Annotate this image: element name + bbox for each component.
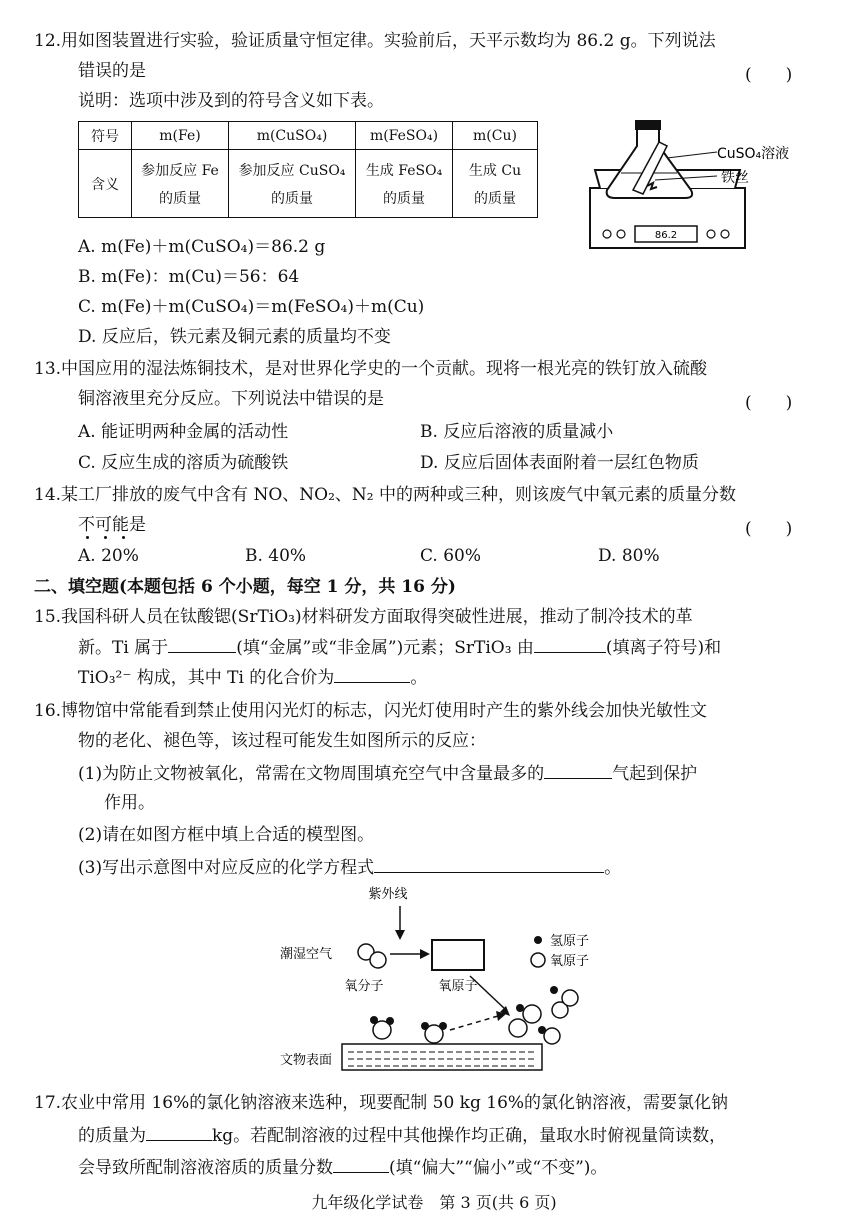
hydrogen-atom [439, 1022, 447, 1030]
balance-apparatus-figure [585, 118, 830, 263]
reaction-diagram [270, 880, 610, 1080]
dashed-arrow [450, 1016, 498, 1030]
q14-answer-paren: ( ) [745, 519, 793, 539]
q12-option-d: D. 反应后，铁元素及铜元素的质量均不变 [78, 327, 391, 347]
q17-stem-line1: 17.农业中常用 16%的氯化钠溶液来选种，现要配制 50 kg 16%的氯化钠溶液，需要氯化钠 [34, 1093, 729, 1113]
q14-stem-line2: 不可能是 [78, 515, 146, 535]
table-cell: 含义 [79, 150, 132, 218]
label-cuso4-solution: CuSO₄溶液 [717, 146, 790, 162]
q14-option-b: B. 40% [245, 546, 307, 566]
symbol-table [78, 121, 538, 218]
table-cell: 生成 Cu 的质量 [453, 150, 538, 218]
table-cell: 参加反应 Fe 的质量 [132, 150, 229, 218]
legend-oxygen-label: 氧原子 [550, 954, 590, 969]
q12-stem-line1: 12.用如图装置进行实验，验证质量守恒定律。实验前后，天平示数均为 86.2 g。下列说法 [34, 31, 716, 51]
q12-option-a: A. m(Fe)＋m(CuSO₄)＝86.2 g [78, 237, 326, 257]
oxygen-atom [370, 952, 386, 968]
q12-stem-line2: 错误的是 [78, 61, 146, 81]
q14-stem-line1: 14.某工厂排放的废气中含有 NO、NO₂、N₂ 中的两种或三种，则该废气中氧元素的质量分数 [34, 485, 736, 505]
section-fill-in-title: 二、填空题(本题包括 6 个小题，每空 1 分，共 16 分) [34, 577, 456, 597]
legend-hydrogen-label: 氢原子 [550, 934, 590, 949]
hydrogen-atom [550, 986, 558, 994]
q13-option-b: B. 反应后溶液的质量减小 [420, 422, 614, 442]
page-footer: 九年级化学试卷 第 3 页(共 6 页) [311, 1193, 557, 1212]
q16-sub2: (2)请在如图方框中填上合适的模型图。 [78, 825, 375, 845]
flask-stopper [635, 120, 661, 130]
q12-note: 说明：选项中涉及到的符号含义如下表。 [78, 91, 384, 111]
q14-option-c: C. 60% [420, 546, 481, 566]
legend-oxygen-icon [531, 953, 545, 967]
answer-blank [374, 856, 604, 873]
q15-stem-line1: 15.我国科研人员在钛酸锶(SrTiO₃)材料研发方面取得突破性进展，推动了制冷技术的革 [34, 607, 693, 627]
answer-blank [333, 1156, 389, 1173]
q16-sub3: (3)写出示意图中对应反应的化学方程式 。 [78, 858, 622, 878]
oxygen-atom [544, 1028, 560, 1044]
answer-blank [534, 636, 606, 653]
q16-stem-line1: 16.博物馆中常能看到禁止使用闪光灯的标志，闪光灯使用时产生的紫外线会加快光敏性文 [34, 701, 708, 721]
table-cell: m(Cu) [453, 122, 538, 150]
table-cell: 生成 FeSO₄ 的质量 [356, 150, 453, 218]
q13-option-a: A. 能证明两种金属的活动性 [78, 422, 289, 442]
q14-option-d: D. 80% [598, 546, 660, 566]
table-cell: m(Fe) [132, 122, 229, 150]
q13-answer-paren: ( ) [745, 393, 793, 413]
q13-option-c: C. 反应生成的溶质为硫酸铁 [78, 453, 289, 473]
oxygen-atom [562, 990, 578, 1006]
q14-option-a: A. 20% [78, 546, 139, 566]
q13-stem-line1: 13.中国应用的湿法炼铜技术，是对世界化学史的一个贡献。现将一根光亮的铁钉放入硫酸 [34, 359, 708, 379]
hydrogen-atom [421, 1022, 429, 1030]
label-uv: 紫外线 [368, 887, 408, 902]
q17-stem-line2: 的质量为 kg。若配制溶液的过程中其他操作均正确，量取水时俯视量筒读数， [78, 1126, 727, 1146]
q16-stem-line2: 物的老化、褪色等，该过程可能发生如图所示的反应： [78, 731, 486, 751]
answer-blank [544, 762, 612, 779]
q12-option-c: C. m(Fe)＋m(CuSO₄)＝m(FeSO₄)＋m(Cu) [78, 297, 425, 317]
hydrogen-atom [516, 1004, 524, 1012]
q15-stem-line2: 新。Ti 属于 (填“金属”或“非金属”)元素；SrTiO₃ 由 (填离子符号)和 [78, 638, 722, 658]
scale-reading: 86.2 [654, 230, 678, 241]
hydrogen-atom [386, 1017, 394, 1025]
answer-blank [334, 666, 410, 683]
leader-line [667, 152, 717, 158]
table-cell: 符号 [79, 122, 132, 150]
table-cell: 参加反应 CuSO₄ 的质量 [229, 150, 356, 218]
blank-model-box [432, 940, 484, 970]
q16-sub1: (1)为防止文物被氧化，常需在文物周围填充空气中含量最多的 气起到保护 [78, 764, 698, 784]
legend-hydrogen-icon [534, 936, 542, 944]
table-cell: m(CuSO₄) [229, 122, 356, 150]
hydrogen-atom [370, 1016, 378, 1024]
label-iron-wire: 铁丝 [721, 170, 749, 186]
answer-blank [168, 636, 236, 653]
reaction-arrowhead [420, 949, 430, 959]
uv-arrowhead [395, 930, 405, 940]
q13-option-d: D. 反应后固体表面附着一层红色物质 [420, 453, 699, 473]
oxygen-atom [509, 1019, 527, 1037]
answer-blank [146, 1124, 212, 1141]
table-cell: m(FeSO₄) [356, 122, 453, 150]
q17-stem-line3: 会导致所配制溶液溶质的质量分数 (填“偏大”“偏小”或“不变”)。 [78, 1158, 608, 1178]
q15-stem-line3: TiO₃²⁻ 构成，其中 Ti 的化合价为 。 [78, 668, 428, 688]
q12-option-b: B. m(Fe)：m(Cu)＝56：64 [78, 267, 300, 287]
oxygen-atom [523, 1005, 541, 1023]
label-humid-air: 潮湿空气 [280, 947, 333, 962]
label-o2-molecule: 氧分子 [344, 979, 384, 994]
label-o-atom: 氧原子 [438, 979, 478, 994]
q13-stem-line2: 铜溶液里充分反应。下列说法中错误的是 [78, 389, 384, 409]
q12-answer-paren: ( ) [745, 65, 793, 85]
q16-sub1-cont: 作用。 [104, 793, 155, 813]
label-surface: 文物表面 [280, 1053, 333, 1068]
